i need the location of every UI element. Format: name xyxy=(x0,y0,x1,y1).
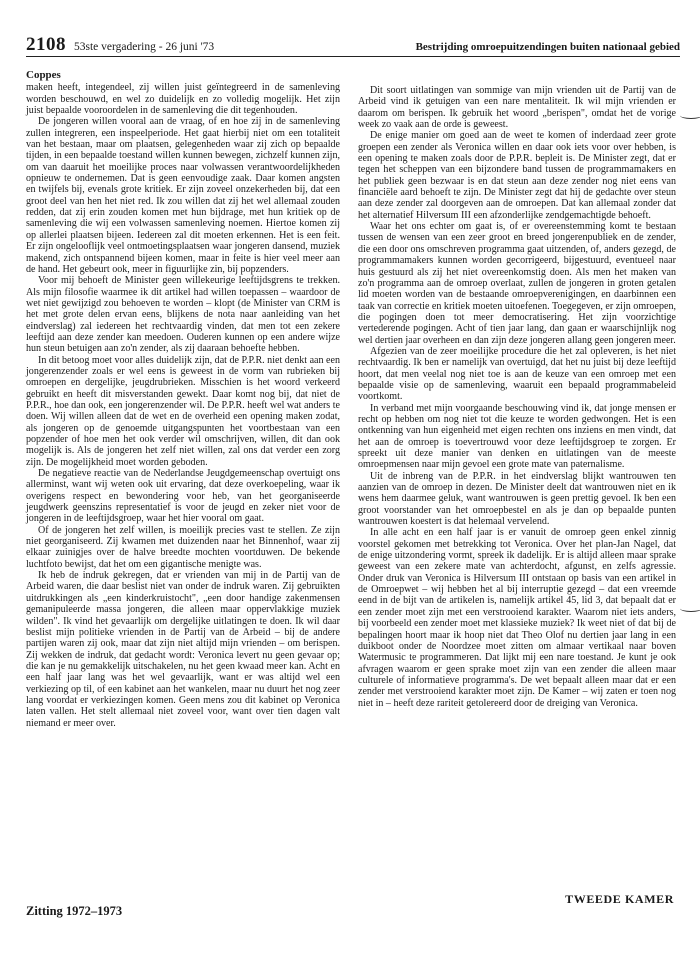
paragraph: De enige manier om goed aan de weet te komen of inderdaad zeer grote groepen een zender als Veronica willen en daar ook iets voor over hebben, is een opening te maken zoals door de P.P.R. bepleit is. De Minister zegt, dat er tegen het scheppen van een bijzondere band tussen de programmamakers en het publiek geen bezwaar is en dat steun aan deze zender nog niet eens van financiële aard behoeft te zijn. De Minister zegt dat hij de gedachte over steun aan deze zender zal doorgeven aan de omroepen. Dat kan allemaal zonder dat het alternatief Hilversum III een afzonderlijke zendgemachtigde behoeft. xyxy=(358,130,676,221)
paragraph: Of de jongeren het zelf willen, is moeilijk precies vast te stellen. Ze zijn niet georganiseerd. Zij kwamen met duizenden naar het Binnenhof, waar zij elkaar zuinigjes over de halve breedte mochten voortduwen. De bekende luchtfoto bewijst, dat het om een gigantische menigte was. xyxy=(26,524,340,570)
page-header xyxy=(26,34,680,57)
paragraph: Ik heb de indruk gekregen, dat er vrienden van mij in de Partij van de Arbeid waren, die daar beslist niet van onder de indruk waren. Zij gebruikten uitdrukkingen als „een kinderkruistocht", „een door handige zakenmensen gemanipuleerde massa jongeren, die alleen maar oppervlakkige muziek wilden". Ik vind het gevaarlijk om dergelijke uitlatingen te doen. Ik wil daar beslist mijn politieke vrienden in de Partij van de Arbeid – bij de andere partijen waren zij ook, maar dat zijn niet altijd mijn vrienden – om berispen. Zij wekken de indruk, dat gedacht wordt: Veronica levert nu geen gevaar op; die kan je nu gemakkelijk uitschakelen, nu het geen kwaad meer kan. Acht en een half jaar lang was het wel gevaarlijk, want er was altijd wel een verkiezing op til, of een kabinet aan het wankelen, maar nu duurt het nog zeer lang voordat er verkiezingen komen. Geen mens zou dit kabinet op Veronica laten vallen. Het stelt allemaal niet zoveel voor, want over tien dagen valt niemand er meer over. xyxy=(26,570,340,729)
paragraph: Voor mij behoeft de Minister geen willekeurige leeftijdsgrens te trekken. Als mijn filosofie waarmee ik dit artikel had willen toepassen – waardoor de wet niet gewijzigd zou behoeven te worden – klopt (de Minister van CRM is het met grote delen ervan eens, blijkens de nota naar aanleiding van het eindverslag) zal iedereen het rechtvaardig vinden, dat men tot een zekere leeftijd aan deze zender kan meedoen. Ouderen kunnen op een andere wijze hun steun betuigen aan zo'n zender, als zij daaraan behoefte hebben. xyxy=(26,275,340,355)
paragraph: In dit betoog moet voor alles duidelijk zijn, dat de P.P.R. niet denkt aan een jongerenzender zoals er wel eens is geweest in de vorm van rubrieken bij omroepen en dergelijke, jeugdrubrieken. Misschien is het woord verkeerd gebruikt en heeft dit misverstanden gewekt. Daar komt nog bij, dat niet de P.P.R., hoe dan ook, een jongerenzender wil. De P.P.R. heeft wel wat anders te doen. Wij willen alleen dat de wet en de overheid een opening maken zodat, als jongeren op de genoemde uitgangspunten het voortbestaan van een popzender of hoe men het ook verder wil omschrijven, willen, dit dan ook mogelijk is. Als de jongeren het zelf niet willen, zal ons dat verder een zorg zijn. De mogelijkheid moet worden geboden. xyxy=(26,354,340,468)
meeting-info: 53ste vergadering - 26 juni '73 xyxy=(74,41,215,53)
paragraph: Afgezien van de zeer moeilijke procedure die het zal opleveren, is het niet rechtvaardig. Ik ben er namelijk van overtuigd, dat het nu juist bij deze leeftijd hoort, dat men veelal nog niet toe is aan de keuze van een omroep met een bepaalde visie op de samenleving, waaruit een bepaald programmabeleid voortkomt. xyxy=(358,345,676,403)
running-title: Bestrijding omroepuitzendingen buiten nationaal gebied xyxy=(415,41,680,53)
paragraph: In alle acht en een half jaar is er vanuit de omroep geen enkel zinnig voorstel gekomen met betrekking tot Veronica. Over het plan-Jan Nagel, dat de enige uitzondering vormt, spreek ik dadelijk. Er is altijd alleen maar sprake geweest van een zekere mate van achterdocht, afgunst, en zelfs agressie. Onder druk van Veronica is Hilversum III ontstaan op basis van een artikel in de Omroepwet – wij hebben het al bij interruptie gezegd – dat een vreemde eend in de bijt van de artikelen is, namelijk artikel 45, lid 3, dat bepaalt dat er een zender moet zijn met een verstrooiend karakter. Waarom niet iets anders, bij voorbeeld een zender moet met klassieke muziek? Ik weet niet of dat bij de bepalingen hoort maar ik hoop niet dat Theo Olof nu dertien jaar lang in een duikboot onder de Noordzee moet zitten om almaar vertikaal naar boven Watermusic te programmeren. Dat lijkt mij een nare toestand. Je kunt je ook afvragen waarom er geen sprake moet zijn van een zender die alleen maar culturele of informatieve programma's. De wet bepaalt alleen maar dat er een zender met verstrooiend karakter moet zijn. De Kamer – wij zaten er toen nog niet in – heeft deze rariteit getolereerd door de dreiging van Veronica. xyxy=(358,527,676,709)
paragraph: Dit soort uitlatingen van sommige van mijn vrienden uit de Partij van de Arbeid vind ik getuigen van een nare mentaliteit. Ik wil mijn vrienden er daarom om berispen. Ik gebruik het woord „berispen", omdat het de vorige week zo vaak aan de orde is geweest. xyxy=(358,85,676,131)
paragraph: maken heeft, integendeel, zij willen juist geïntegreerd in de samenleving worden beschouwd, en wel zo duidelijk en zo volledig mogelijk. Het zijn juist bepaalde vooroordelen in de samenleving die dit tegenhouden. xyxy=(26,82,340,117)
paragraph: De negatieve reactie van de Nederlandse Jeugdgemeenschap overtuigt ons allerminst, want wij weten ook uit ervaring, dat deze overkoepeling, waar ik overigens respect en bewondering voor heb, van het georganiseerde jeugdwerk geenszins representatief is voor de jeugd en zeker niet voor de jongeren in de leeftijdsgroep, waar het hier vooral om gaat. xyxy=(26,468,340,525)
speaker-name: Coppes xyxy=(26,69,61,81)
margin-mark xyxy=(680,605,700,612)
left-column xyxy=(26,70,340,729)
session-footer: Zitting 1972–1973 xyxy=(26,904,123,918)
paragraph: De jongeren willen vooral aan de vraag, of en hoe zij in de samenleving zullen integreren, een inspeelperiode. Het gaat hierbij niet om een totaliteit van het bestaan, maar om plaatsen, gelegenheden waar zij zich op bepaalde tijden, in een bepaalde toestand willen kunnen bewegen, zichzelf kunnen zijn, om van daaruit het moeilijke proces naar volwassen verantwoordelijkheden opnieuw te ondernemen. Dat is geen eenvoudige zaak. Daar komen angsten en twijfels bij, evenals grote kritiek. Er zijn zoveel onzekerheden bij, dat een groot deel van hen het niet red. Ik zou willen dat zij het wel allemaal zouden redden, dat zij erin zouden komen met hun bijdrage, met hun kritiek op de samenleving die wij een volwassen samenleving noemen. Hiertoe komen zij op allerlei plaatsen bijeen. Iedereen zal dit moeten erkennen. Het is een feit. Er zijn ongelooflijk veel ontmoetingsplaatsen waar jongeren dansend, muziek makend, zich ontspannend bijeen komen, maar in feite is hier veel meer aan de hand. Het gebeurt ook, meer in figuurlijke zin, bij popzenders. xyxy=(26,116,340,275)
paragraph: Uit de inbreng van de P.P.R. in het eindverslag blijkt wantrouwen ten aanzien van de omroep in dezen. De Minister deelt dat wantrouwen niet en ik wens hem daarmee geluk, want wantrouwen is geen prettig gevoel. Ik ben een groot voorstander van het omroepbestel en als je dan op bepaalde punten wantrouwen koestert is dat helemaal vervelend. xyxy=(358,470,676,528)
chamber-footer: TWEEDE KAMER xyxy=(565,892,674,906)
right-column xyxy=(358,85,676,709)
page-number: 2108 xyxy=(26,34,66,55)
paragraph: In verband met mijn voorgaande beschouwing vind ik, dat jonge mensen er recht op hebben om nog niet tot die keuze te worden gedwongen. Het is een ontkenning van hun eigenheid met eigen rechten ons inziens en men vindt, dat het aan de omroep is toevertrouwd voor deze leeftijdsgroep te zorgen. Er spreekt uit deze manier van denken en uitlatingen van de meeste omroepmensen naar mijn gevoel een grote mate van paternalisme. xyxy=(358,402,676,471)
paragraph: Waar het ons echter om gaat is, of er overeenstemming komt te bestaan tussen de wensen van een zeer groot en breed jongerenpubliek en de zender, die een door ons omschreven programma gaat uitzenden, of, anders gezegd, de programmamakers kunnen worden gecorrigeerd, bijgestuurd, eventueel naar huis gestuurd als zij het niet overeenkomstig doen. Als men het maken van zo'n programma aan de omroep overlaat, zullen de jongeren in groten getalen lid moeten worden van de bestaande omroepverenigingen, en daarbinnen een taak van correctie en kritiek moeten uitoefenen. Toegegeven, er zijn omroepen, die pogingen doen tot meer democratisering. Het zijn voorzichtige vertederende pogingen. Acht of tien jaar lang, dan gaan er waarschijnlijk nog wel dertien jaar overheen en dan zijn deze jongeren allang geen jongeren meer. xyxy=(358,221,676,346)
margin-mark xyxy=(680,112,700,119)
